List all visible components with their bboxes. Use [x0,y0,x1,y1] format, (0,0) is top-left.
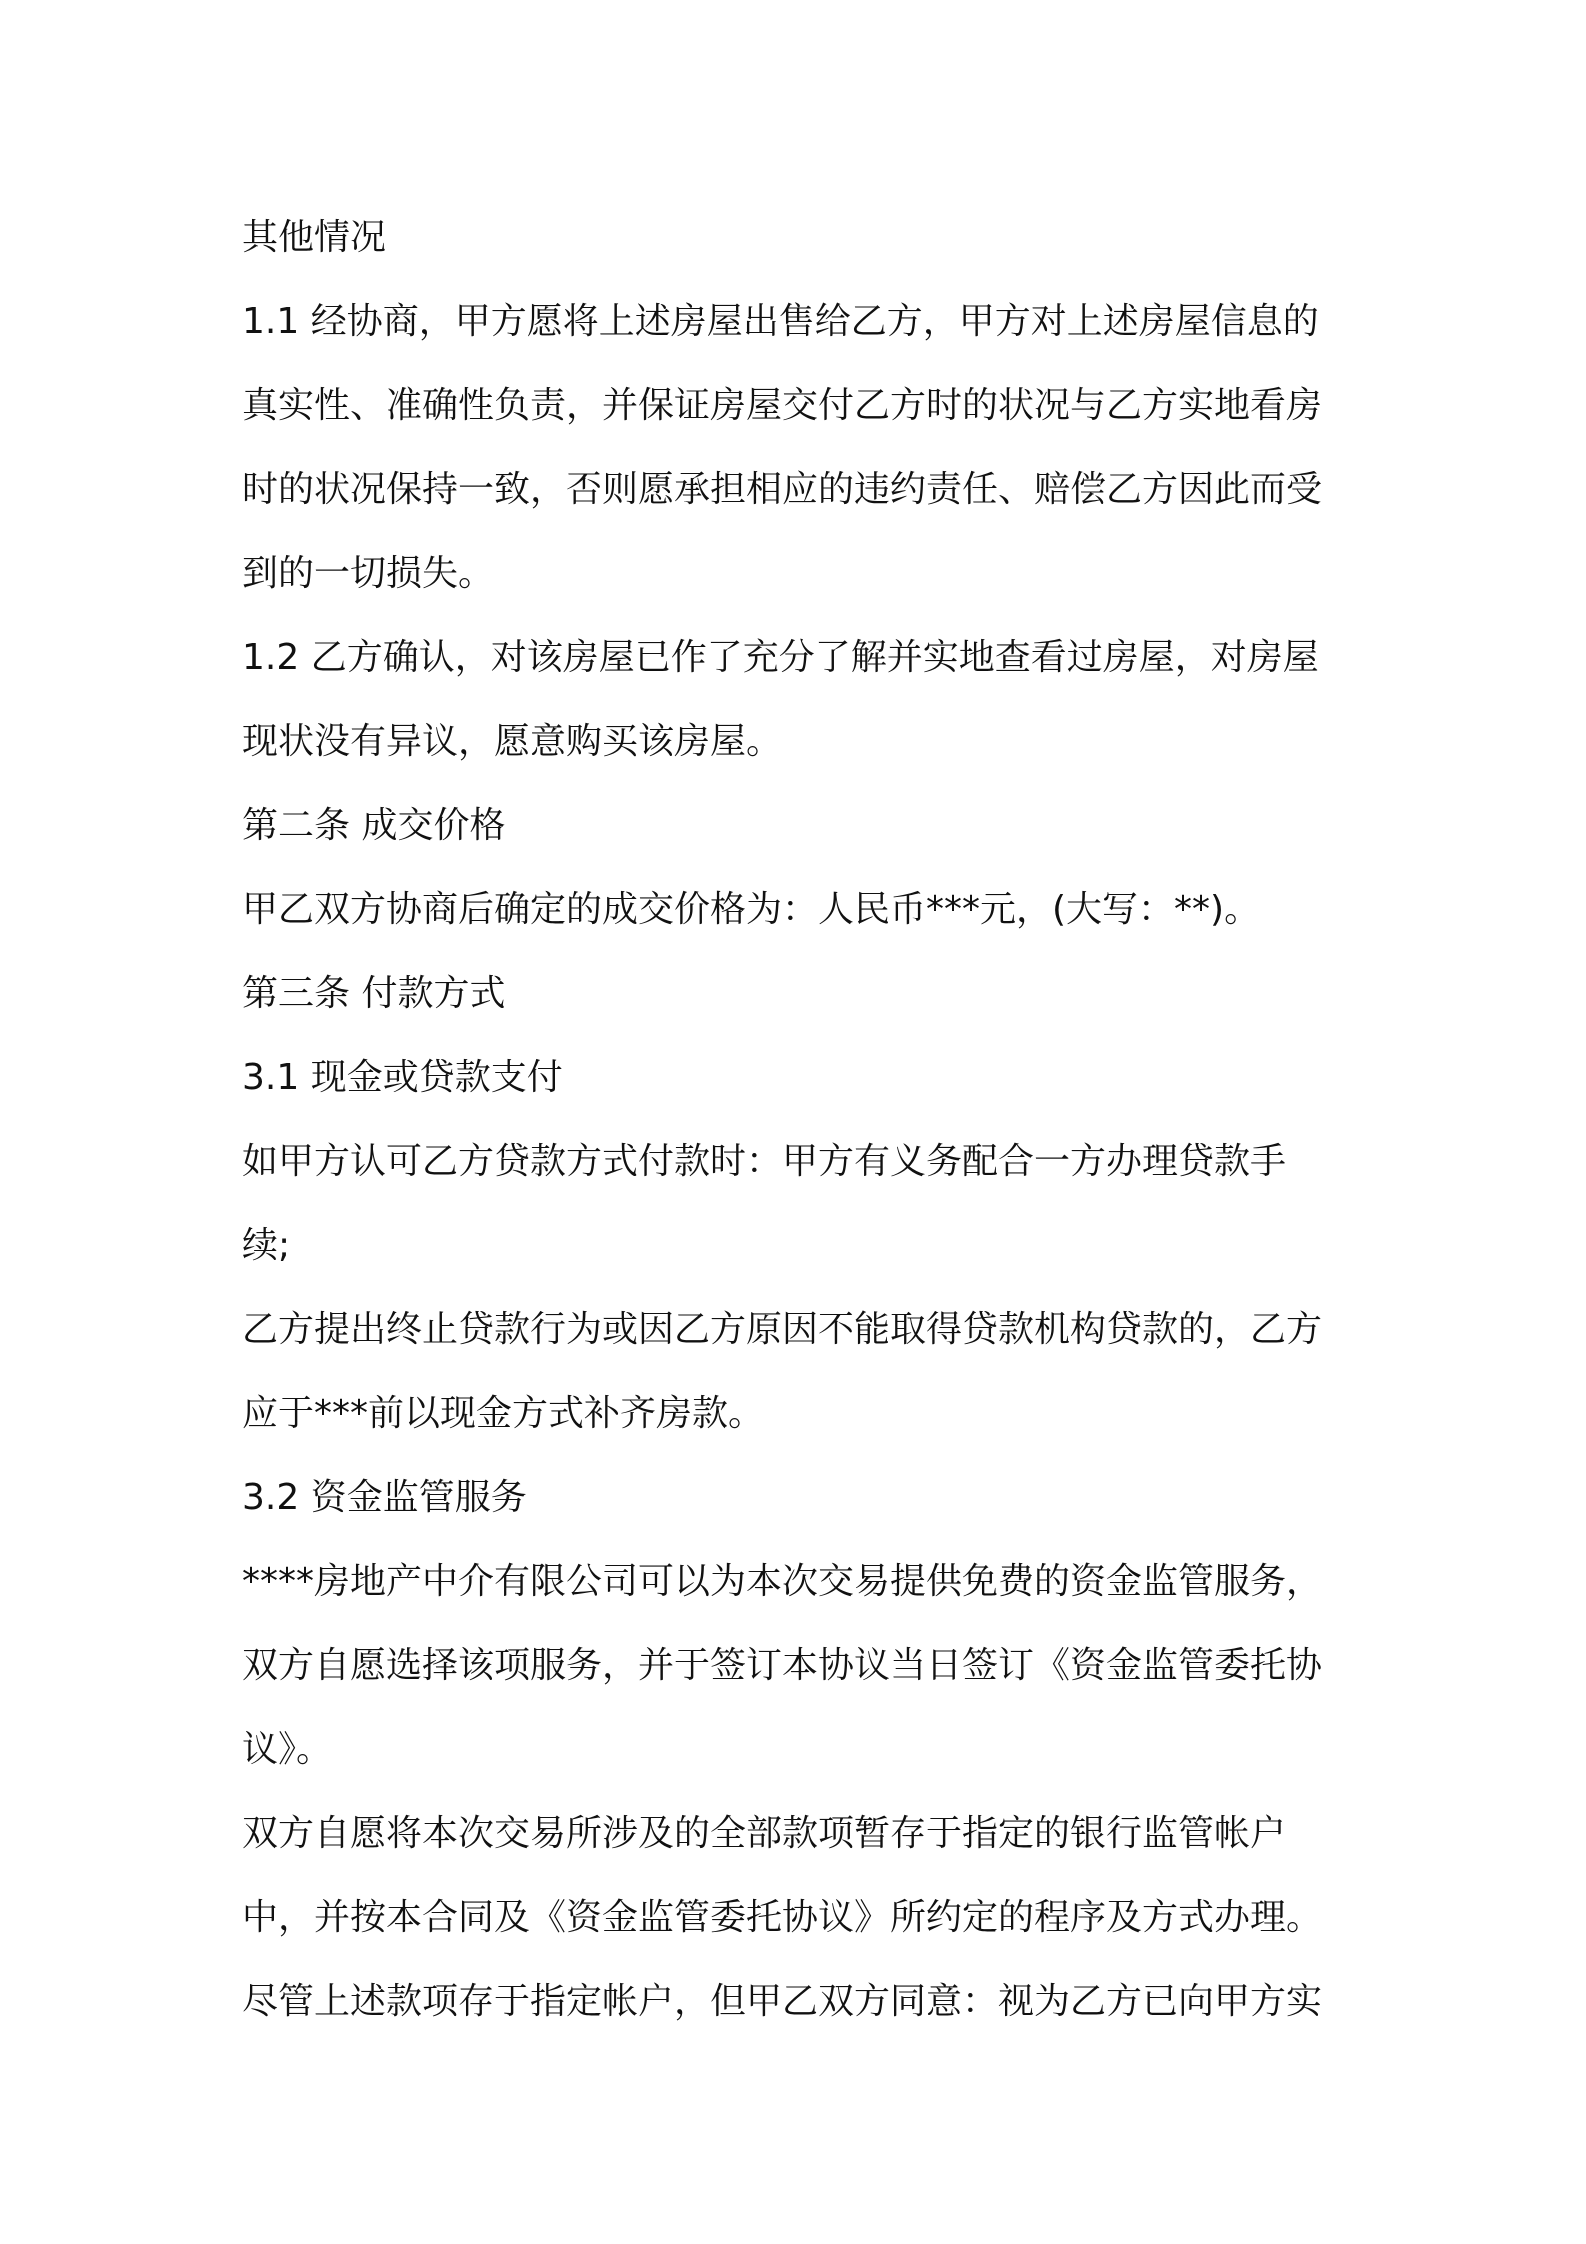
clause-3-2-line-6: 尽管上述款项存于指定帐户，但甲乙双方同意：视为乙方已向甲方实 [242,1981,1323,2022]
clause-1-2-line-2: 现状没有异议，愿意购买该房屋。 [242,721,783,762]
clause-1-2-line-1: 1.2 乙方确认，对该房屋已作了充分了解并实地查看过房屋，对房屋 [242,637,1319,678]
document-body [242,196,1362,2044]
clause-3-2-line-4: 双方自愿将本次交易所涉及的全部款项暂存于指定的银行监管帐户 [242,1813,1287,1854]
clause-3-1-line-2: 续; [242,1225,291,1266]
section-heading-other: 其他情况 [242,217,387,258]
clause-1-1-line-4: 到的一切损失。 [242,553,495,594]
clause-3-2-line-5: 中，并按本合同及《资金监管委托协议》所约定的程序及方式办理。 [242,1897,1323,1938]
clause-3-2-heading: 3.2 资金监管服务 [242,1477,527,1518]
clause-3-1-line-1: 如甲方认可乙方贷款方式付款时：甲方有义务配合一方办理贷款手 [242,1141,1287,1182]
clause-3-2-line-2: 双方自愿选择该项服务，并于签订本协议当日签订《资金监管委托协 [242,1645,1323,1686]
article-3-heading: 第三条 付款方式 [242,973,506,1014]
clause-1-1-line-1: 1.1 经协商，甲方愿将上述房屋出售给乙方，甲方对上述房屋信息的 [242,301,1319,342]
article-2-price-line: 甲乙双方协商后确定的成交价格为：人民币***元，(大写：**)。 [242,889,1261,930]
clause-3-1-line-4: 应于***前以现金方式补齐房款。 [242,1393,765,1434]
clause-3-1-line-3: 乙方提出终止贷款行为或因乙方原因不能取得贷款机构贷款的，乙方 [242,1309,1323,1350]
clause-1-1-line-3: 时的状况保持一致，否则愿承担相应的违约责任、赔偿乙方因此而受 [242,469,1323,510]
clause-1-1-line-2: 真实性、准确性负责，并保证房屋交付乙方时的状况与乙方实地看房 [242,385,1323,426]
clause-3-2-line-1: ****房地产中介有限公司可以为本次交易提供免费的资金监管服务， [242,1561,1323,1602]
article-2-heading: 第二条 成交价格 [242,805,506,846]
clause-3-1-heading: 3.1 现金或贷款支付 [242,1057,563,1098]
clause-3-2-line-3: 议》。 [242,1729,333,1770]
